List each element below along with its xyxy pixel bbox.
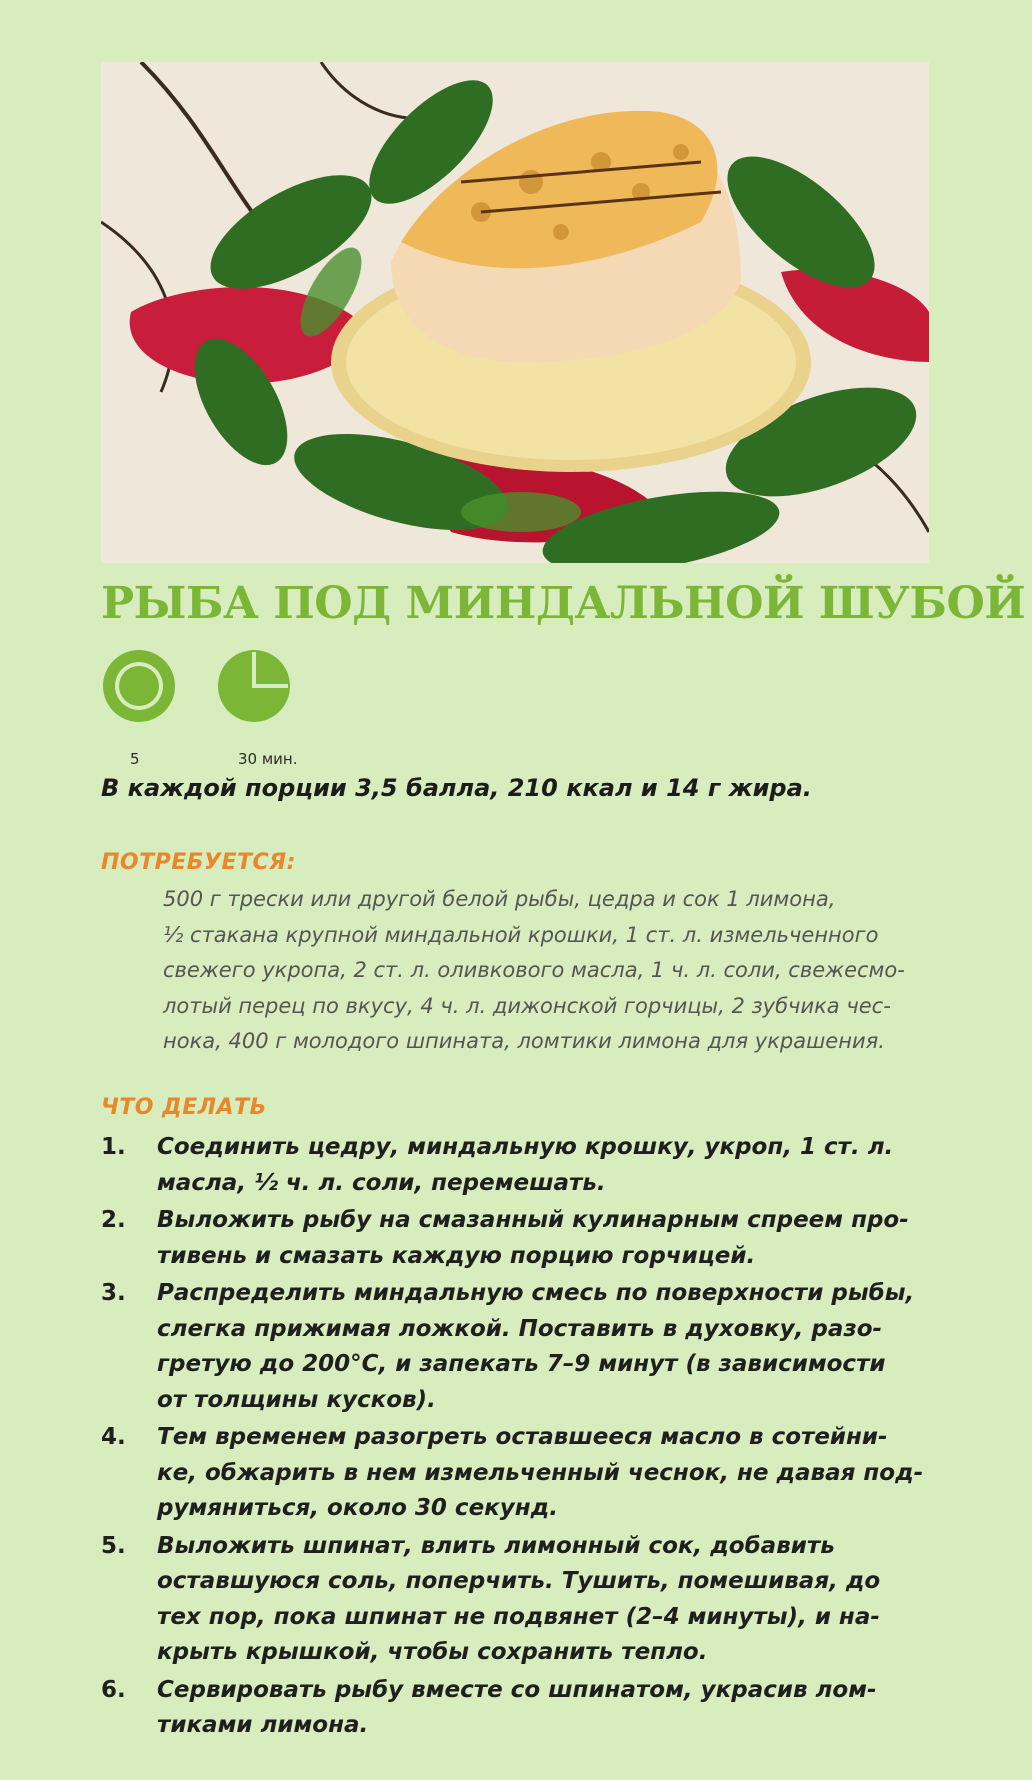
clock-icon	[216, 648, 292, 724]
step-text	[157, 1529, 880, 1671]
ingredients-line: 500 г трески или другой белой рыбы, цедра и сок 1 лимона,	[163, 887, 836, 911]
ingredients-heading: ПОТРЕБУЕТСЯ:	[101, 850, 296, 875]
step-line: тиками лимона.	[157, 1712, 369, 1738]
step-item	[101, 1420, 931, 1527]
step-line: оставшуюся соль, поперчить. Тушить, помешивая, до	[157, 1568, 881, 1594]
ingredients-line: ½ стакана крупной миндальной крошки, 1 ст. л. измельченного	[163, 922, 879, 947]
steps-heading: ЧТО ДЕЛАТЬ	[101, 1095, 267, 1120]
step-item	[101, 1673, 931, 1744]
step-number: 5.	[101, 1532, 126, 1559]
step-line: Сервировать рыбу вместе со шпинатом, украсив лом-	[157, 1676, 877, 1703]
step-line: гретую до 200°С, и запекать 7–9 минут (в зависимости	[157, 1351, 886, 1377]
step-item	[101, 1276, 931, 1418]
step-text	[157, 1673, 877, 1744]
step-line: слегка прижимая ложкой. Поставить в духовку, разо-	[157, 1315, 883, 1342]
step-item	[101, 1203, 931, 1274]
step-text	[157, 1130, 893, 1201]
step-item	[101, 1130, 931, 1201]
dish-photo	[101, 62, 929, 563]
step-line: Тем временем разогреть оставшееся масло в сотейни-	[157, 1424, 888, 1450]
step-number: 2.	[101, 1207, 126, 1233]
step-line: ке, обжарить в нем измельченный чеснок, не давая под-	[157, 1459, 924, 1486]
time-label: 30 мин.	[238, 750, 298, 768]
step-number: 6.	[101, 1676, 126, 1703]
step-line: Распределить миндальную смесь по поверхности рыбы,	[157, 1280, 915, 1306]
step-number: 1.	[101, 1134, 126, 1160]
step-line: масла, ½ ч. л. соли, перемешать.	[157, 1169, 606, 1196]
step-text	[157, 1276, 914, 1418]
nutrition-summary: В каждой порции 3,5 балла, 210 ккал и 14 г жира.	[101, 774, 812, 802]
step-text	[157, 1420, 923, 1527]
recipe-title: РЫБА ПОД МИНДАЛЬНОЙ ШУБОЙ	[101, 578, 1026, 629]
difficulty-icon	[101, 648, 177, 724]
step-line: крыть крышкой, чтобы сохранить тепло.	[157, 1639, 708, 1665]
ingredients-line: нока, 400 г молодого шпината, ломтики лимона для украшения.	[163, 1029, 885, 1053]
difficulty-label: 5	[130, 750, 140, 768]
step-line: румяниться, около 30 секунд.	[157, 1495, 558, 1521]
step-line: от толщины кусков).	[157, 1386, 436, 1413]
step-line: Соединить цедру, миндальную крошку, укроп, 1 ст. л.	[157, 1134, 894, 1160]
step-line: Выложить шпинат, влить лимонный сок, добавить	[157, 1532, 835, 1559]
ingredients-text	[163, 882, 933, 1060]
step-number: 4.	[101, 1424, 126, 1450]
step-text	[157, 1203, 909, 1274]
step-number: 3.	[101, 1280, 126, 1306]
step-line: тивень и смазать каждую порцию горчицей.	[157, 1242, 756, 1269]
step-line: тех пор, пока шпинат не подвянет (2–4 минуты), и на-	[157, 1603, 880, 1630]
ingredients-line: свежего укропа, 2 ст. л. оливкового масла, 1 ч. л. соли, свежесмо-	[163, 958, 905, 982]
ingredients-line: лотый перец по вкусу, 4 ч. л. дижонской горчицы, 2 зубчика чес-	[163, 993, 891, 1018]
step-line: Выложить рыбу на смазанный кулинарным спреем про-	[157, 1207, 909, 1233]
steps-list	[101, 1130, 931, 1746]
step-item	[101, 1529, 931, 1671]
